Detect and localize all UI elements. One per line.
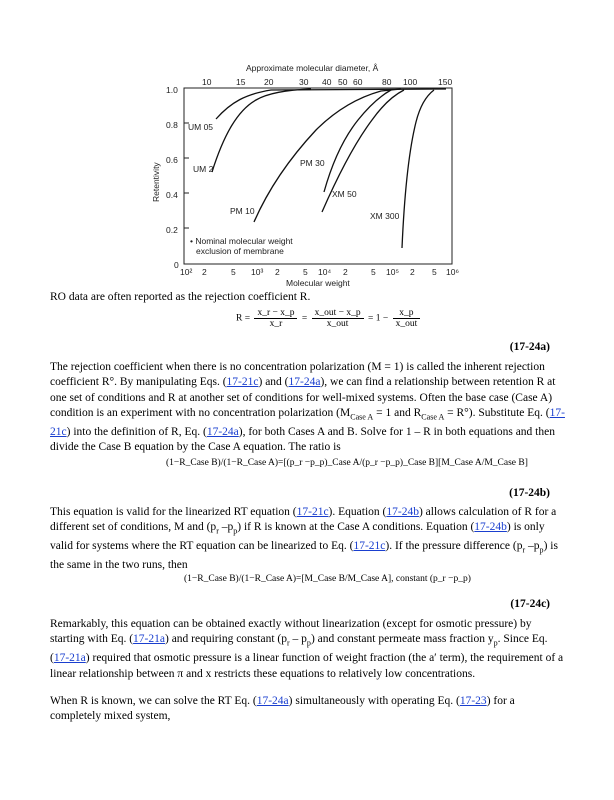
- subscript: Case A: [421, 412, 445, 422]
- text-run: ) and requiring constant (p: [164, 633, 287, 646]
- equation-link[interactable]: 17-21a: [53, 652, 86, 665]
- equation-17-24b: (1−R_Case B)/(1−R_Case A)=[(p_r −p_p)_Case A/(p_r −p_p)_Case B][M_Case A/M_Case B]: [166, 458, 528, 468]
- y-tick: 0.6: [166, 155, 178, 165]
- paragraph-linearized-rt: [50, 505, 566, 573]
- equation-link[interactable]: 17-21c: [50, 407, 565, 438]
- text-run: ). If the pressure difference (p: [385, 540, 523, 553]
- y-tick: 1.0: [166, 85, 178, 95]
- x-tick: 10³: [251, 267, 264, 277]
- subscript: r: [216, 526, 219, 536]
- x-tick: 2: [202, 267, 207, 277]
- paragraph-exact-derivation: [50, 617, 566, 682]
- legend-line: exclusion of membrane: [196, 246, 284, 256]
- text-run: The rejection coefficient when there is no concentration polarization (M = 1) is called the inherent rejection coefficient R°. By manipulating Eqs. (: [50, 361, 545, 389]
- x-tick: 2: [343, 267, 348, 277]
- subscript: p: [233, 526, 238, 536]
- top-tick: 20: [264, 77, 274, 87]
- top-tick: 150: [438, 77, 453, 87]
- y-tick: 0.4: [166, 190, 178, 200]
- curve-label: PM 10: [230, 206, 255, 216]
- text-run: ) and constant permeate mass fraction y: [310, 633, 494, 646]
- text-run: ) for a completely mixed system,: [50, 695, 515, 723]
- y-tick-marks: [184, 123, 189, 228]
- text-run: ) and (: [258, 376, 289, 389]
- text-run: = R°). Substitute Eq. (: [444, 407, 550, 420]
- retentivity-chart: [151, 62, 459, 288]
- text-run: ) simultaneously with operating Eq. (: [288, 695, 460, 707]
- text-run: ) allows calculation of R for a different set of conditions, M and (p: [50, 506, 557, 534]
- subscript: r: [522, 545, 526, 555]
- equation-number: (17-24b): [509, 487, 550, 499]
- eq-a-numerator: x_p: [393, 308, 421, 319]
- x-tick: 10⁴: [318, 267, 332, 277]
- curve-label: UM 2: [193, 164, 214, 174]
- text-run: ), for both Cases A and B. Solve for 1 – R in both equations and then divide the Case B equation by the Case A equation. The ratio is: [50, 425, 555, 454]
- x-tick: 2: [275, 267, 280, 277]
- curve-xm300: [402, 90, 434, 248]
- text-run: . Since Eq. (: [50, 633, 548, 665]
- equation-link[interactable]: 17-24b: [474, 521, 507, 534]
- text-run: ), we can find a relationship between retention R at one set of conditions and R at another set of conditions for well-mixed systems. Often the base case (Case A) condition is an experiment with no concentration polarization (M: [50, 376, 556, 420]
- text-run: ) is only valid for systems where the RT equation can be linearized to Eq. (: [50, 521, 545, 553]
- equation-link[interactable]: 17-23: [459, 695, 487, 707]
- equation-link[interactable]: 17-21c: [296, 506, 329, 518]
- x-tick: 5: [371, 267, 376, 277]
- paragraph-rejection-coefficient: [50, 360, 566, 456]
- subscript: p: [306, 638, 311, 648]
- text-run: ) into the definition of R, Eq. (: [66, 425, 207, 438]
- top-tick: 100: [403, 77, 418, 87]
- equation-number: (17-24c): [510, 598, 550, 610]
- text-run: ) is the same in the two runs, then: [50, 540, 558, 571]
- y-tick: 0.2: [166, 225, 178, 235]
- text-run: Remarkably, this equation can be obtained exactly without linearization (except for osmotic pressure) by starting with Eq. (: [50, 618, 532, 646]
- curves: [212, 89, 446, 248]
- text-run: ). Equation (: [328, 506, 387, 518]
- top-tick: 40: [322, 77, 332, 87]
- eq-a-denominator: x_out: [326, 319, 349, 329]
- text-run: This equation is valid for the linearized RT equation (: [50, 506, 297, 518]
- text-run: ) if R is known at the Case A conditions. Equation (: [237, 521, 475, 534]
- y-tick: 0: [174, 260, 179, 270]
- legend-line: • Nominal molecular weight: [190, 236, 293, 246]
- x-tick: 10²: [180, 267, 193, 277]
- equation-number: (17-24a): [509, 341, 550, 353]
- curve-label: UM 05: [188, 122, 214, 132]
- y-tick-labels: [166, 85, 179, 270]
- text-run: – p: [289, 633, 307, 646]
- text-run: –p: [525, 540, 540, 553]
- x-tick: 5: [303, 267, 308, 277]
- equation-link[interactable]: 17-24a: [206, 425, 239, 438]
- paragraph-mixed-system: [50, 694, 566, 725]
- equation-link[interactable]: 17-21c: [353, 540, 386, 553]
- eq-a-denominator: x_r: [269, 319, 283, 329]
- subscript: p: [493, 638, 498, 648]
- eq-a-numerator: x_out − x_p: [312, 308, 364, 319]
- eq-a-numerator: x_r − x_p: [254, 308, 297, 319]
- y-tick: 0.8: [166, 120, 178, 130]
- curve-label: XM 50: [332, 189, 357, 199]
- equation-link[interactable]: 17-24a: [288, 376, 321, 389]
- eq-a-fraction: [312, 308, 364, 329]
- x-tick-labels: [180, 267, 459, 277]
- eq-a-fraction: [393, 308, 421, 329]
- text-run: When R is known, we can solve the RT Eq. (: [50, 695, 257, 707]
- equation-17-24a: [236, 308, 422, 329]
- equation-17-24c: (1−R_Case B)/(1−R_Case A)=[M_Case B/M_Case A], constant (p_r −p_p): [184, 574, 471, 584]
- top-tick: 15: [236, 77, 246, 87]
- curve-label: XM 300: [370, 211, 400, 221]
- top-tick-labels: [202, 77, 452, 87]
- paragraph-intro: RO data are often reported as the rejection coefficient R.: [50, 291, 311, 303]
- retentivity-figure: [151, 62, 459, 288]
- x-tick: 10⁶: [446, 267, 459, 277]
- eq-a-denominator: x_out: [395, 319, 418, 329]
- equation-link[interactable]: 17-21c: [226, 376, 259, 389]
- x-tick: 5: [231, 267, 236, 277]
- curve-label: PM 30: [300, 158, 325, 168]
- equation-link[interactable]: 17-21a: [133, 633, 165, 646]
- text-run: = 1 and R: [373, 407, 422, 420]
- curve-pm10: [254, 89, 401, 222]
- x-axis-label: Molecular weight: [286, 278, 350, 288]
- x-tick: 5: [432, 267, 437, 277]
- eq-a-equals: =: [301, 313, 308, 324]
- text-run: –p: [218, 521, 234, 534]
- eq-a-lhs: R =: [236, 313, 251, 324]
- eq-a-fraction: [254, 308, 297, 329]
- top-tick: 50: [338, 77, 348, 87]
- equation-link[interactable]: 17-24a: [256, 695, 289, 707]
- top-tick: 30: [299, 77, 309, 87]
- subscript: r: [286, 638, 290, 648]
- curve-um2: [212, 89, 311, 172]
- top-tick: 10: [202, 77, 212, 87]
- top-axis-label: Approximate molecular diameter, Å: [246, 63, 379, 73]
- top-tick: 60: [353, 77, 363, 87]
- subscript: p: [539, 545, 544, 555]
- x-tick: 10⁵: [386, 267, 399, 277]
- y-axis-label: Retentivity: [151, 162, 161, 202]
- subscript: Case A: [350, 412, 374, 422]
- x-tick: 2: [410, 267, 415, 277]
- top-tick: 80: [382, 77, 392, 87]
- text-run: ) required that osmotic pressure is a linear function of weight fraction (the a′ term), the requirement of a linear relationship between π and x restricts these equations to relatively low concentrations.: [50, 652, 564, 680]
- eq-a-mid: = 1 −: [367, 313, 389, 324]
- equation-link[interactable]: 17-24b: [386, 506, 419, 518]
